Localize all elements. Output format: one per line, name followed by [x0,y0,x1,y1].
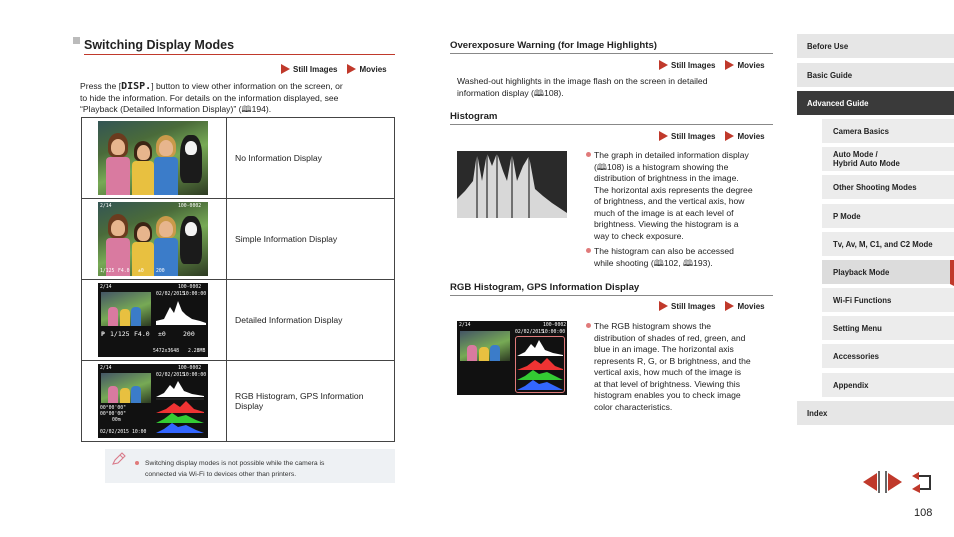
tag-still-images: Still Images [659,301,715,311]
book-icon: 🕮 [596,161,608,172]
thumbnail-cell [82,199,227,280]
osd-ev: ±0 [158,330,166,338]
note-bullet [135,461,139,465]
triangle-icon [725,60,734,70]
page-number: 108 [914,507,933,519]
title-rule [84,54,395,55]
tag-movies: Movies [725,131,764,141]
tag-movies: Movies [725,60,764,70]
nav-setting-menu[interactable]: Setting Menu [822,316,954,342]
gps-time: 10:00 [132,430,147,435]
heading-histogram: Histogram [450,111,498,122]
osd-shutter: 1/125 [100,269,115,274]
rgb-tags [659,301,765,311]
table-row [82,361,395,442]
histogram-image [457,151,567,218]
page-title: Switching Display Modes [84,38,235,52]
rgb-histogram-graph [156,379,204,434]
row-label: RGB Histogram, GPS Information Display [227,361,395,442]
next-page-icon[interactable] [885,471,905,493]
overexposure-text: Washed-out highlights in the image flash on the screen in detailed information display (🕮108). [457,76,708,98]
tag-movies: Movies [347,64,386,74]
rgb-screen [457,321,567,395]
histogram-bullet-2: The histogram can also be accessed while shooting (🕮102, 🕮193). [586,246,786,269]
osd-file: 100-0002 [543,323,567,328]
photo-rgb-gps [98,364,208,438]
rgb-bullet: The RGB histogram shows the distribution of shades of red, green, and blue in an image. The horizontal axis represents R, G, or B brightness, and the vertical axis, how much of the image is at that level of brightness. Viewing this histogram enables you to check image color characteristics. [586,321,786,413]
prev-page-icon[interactable] [860,471,880,493]
osd-frame: 2/14 [100,366,112,371]
nav-appendix[interactable]: Appendix [822,373,954,399]
osd-time: 10:00:00 [542,330,566,335]
photo-detailed-info [98,283,208,357]
osd-time: 10:00:00 [183,373,207,378]
nav-other-shooting-modes[interactable]: Other Shooting Modes [822,175,954,201]
osd-mode: P [101,330,105,338]
osd-ev: ±0 [138,269,144,274]
tag-still-images: Still Images [281,64,337,74]
table-row [82,280,395,361]
intro-paragraph: Press the [DISP.] button to view other information on the screen, or to hide the information. For details on the information displayed, see “Playback (Detailed Information Display)” (🕮194). [80,81,343,114]
display-modes-table [81,117,395,442]
tag-still-images: Still Images [659,131,715,141]
osd-aperture: F4.0 [118,269,130,274]
tag-movies: Movies [725,301,764,311]
photo-simple-info [98,202,208,276]
osd-shutter: 1/125 [110,330,130,338]
disp-button-label: DISP. [121,81,152,92]
gps-alt: 00m [112,418,121,423]
triangle-icon [659,60,668,70]
heading-rule [450,295,773,296]
note-text: Switching display modes is not possible while the camera is connected via Wi-Fi to devices other than printers. [145,460,325,478]
nav-accessories[interactable]: Accessories [822,344,954,370]
osd-frame: 2/14 [100,204,112,209]
nav-playback-mode[interactable]: Playback Mode [822,260,954,286]
triangle-icon [725,301,734,311]
osd-frame: 2/14 [459,323,471,328]
rgb-histogram [517,338,563,391]
histogram-bullet-1: The graph in detailed information display (🕮108) is a histogram showing the distribution of brightness in the image. The horizontal axis represents the degree of brightness, and the vertical axis, how much of the image is at each level of brightness. Viewing the histogram is a way to check exposure. [586,150,786,242]
osd-iso: 200 [183,330,195,338]
gps-lon: 00°00'00" [100,412,126,417]
pencil-icon [111,452,127,466]
table-row [82,199,395,280]
nav-wifi-functions[interactable]: Wi-Fi Functions [822,288,954,314]
book-icon: 🕮 [682,257,694,268]
thumbnail-cell [82,361,227,442]
osd-file: 100-0002 [178,366,202,371]
heading-overexposure: Overexposure Warning (for Image Highlights) [450,40,658,51]
nav-camera-basics[interactable]: Camera Basics [822,119,954,145]
histogram-graph [156,299,206,325]
heading-rgb: RGB Histogram, GPS Information Display [450,282,640,293]
table-row [82,118,395,199]
osd-aperture: F4.0 [134,330,150,338]
section-marker [73,37,80,44]
thumbnail-cell [82,118,227,199]
section-tags [281,64,387,74]
thumbnail-cell [82,280,227,361]
osd-size: 5472x3648 [153,349,179,354]
osd-iso: 200 [156,269,165,274]
histogram-tags [659,131,765,141]
triangle-icon [347,64,356,74]
nav-p-mode[interactable]: P Mode [822,204,954,230]
triangle-icon [281,64,290,74]
gps-date: 02/02/2015 [100,430,129,435]
triangle-icon [725,131,734,141]
triangle-icon [659,301,668,311]
nav-auto-mode[interactable]: Auto Mode / Hybrid Auto Mode [822,147,954,173]
osd-time: 10:00:00 [183,292,207,297]
nav-before-use[interactable]: Before Use [797,34,954,60]
back-icon[interactable] [910,471,934,493]
tag-still-images: Still Images [659,60,715,70]
nav-advanced-guide[interactable]: Advanced Guide [797,91,954,117]
osd-file: 100-0002 [178,204,202,209]
nav-tv-av-m-mode[interactable]: Tv, Av, M, C1, and C2 Mode [822,232,954,258]
osd-mb: 2.28MB [188,349,206,354]
nav-index[interactable]: Index [797,401,954,427]
overexposure-tags [659,60,765,70]
book-icon: 🕮 [533,87,545,98]
row-label: No Information Display [227,118,395,199]
osd-date: 02/02/2015 [515,330,544,335]
book-icon: 🕮 [241,104,252,114]
gps-lat: 00°00'00" [100,406,126,411]
heading-rule [450,53,773,54]
osd-date: 02/02/2015 [156,292,185,297]
osd-frame: 2/14 [100,285,112,290]
photo-no-info [98,121,208,195]
row-label: Simple Information Display [227,199,395,280]
osd-date: 02/02/2015 [156,373,185,378]
book-icon: 🕮 [653,257,664,268]
nav-basic-guide[interactable]: Basic Guide [797,63,954,89]
triangle-icon [659,131,668,141]
heading-rule [450,124,773,125]
row-label: Detailed Information Display [227,280,395,361]
osd-file: 100-0002 [178,285,202,290]
